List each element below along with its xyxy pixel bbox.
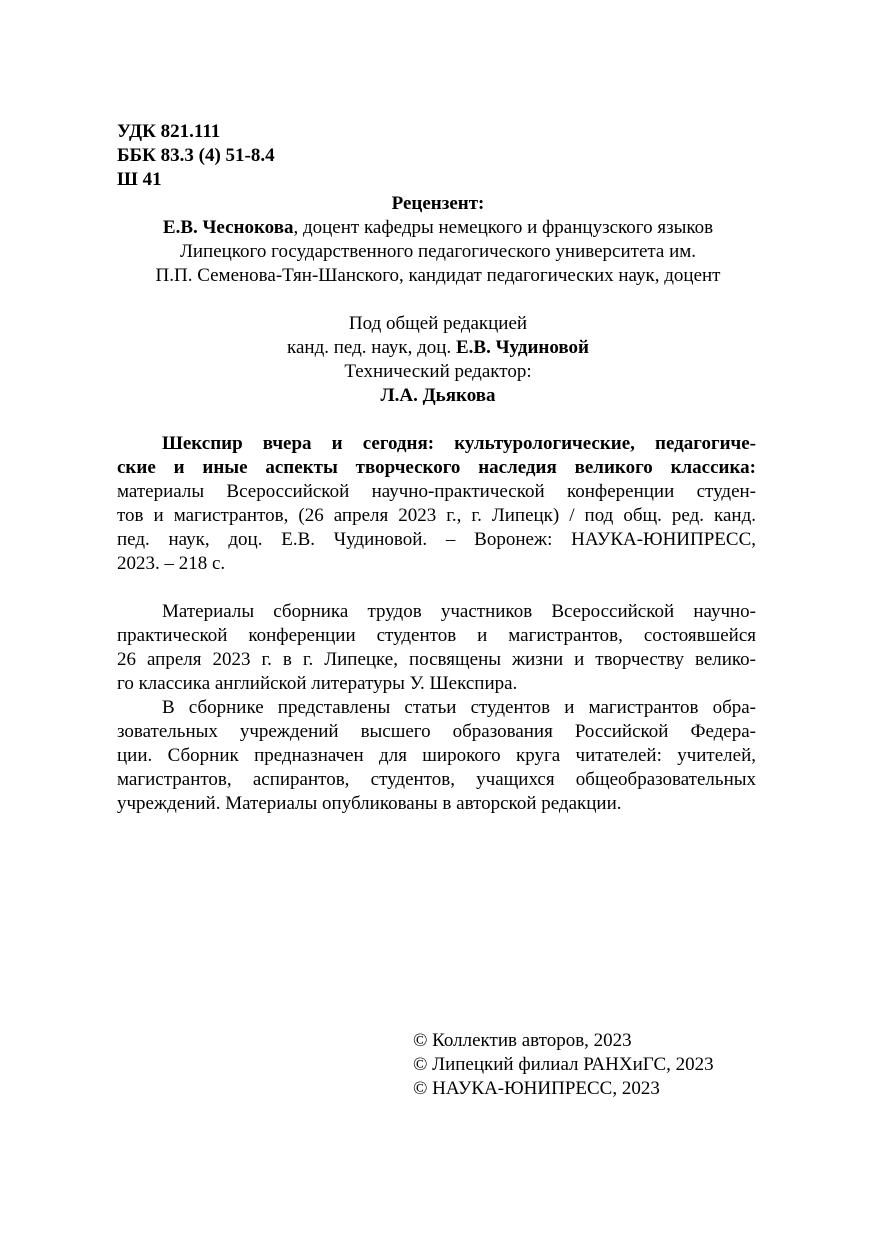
- reviewer-heading: Рецензент:: [391, 193, 485, 214]
- bibliography-line-3: материалы Всероссийской научно-практической конференции студен-: [117, 481, 756, 502]
- abstract-p2-line-1: В сборнике представлены статьи студентов и магистрантов обра-: [162, 697, 756, 718]
- bbk-code: ББК 83.3 (4) 51-8.4: [117, 145, 275, 166]
- copyright-branch: © Липецкий филиал РАНХиГС, 2023: [413, 1054, 714, 1075]
- general-editor-name: Е.В. Чудиновой: [455, 337, 589, 358]
- copyright-authors: © Коллектив авторов, 2023: [413, 1030, 632, 1051]
- copyright-publisher: © НАУКА-ЮНИПРЕСС, 2023: [413, 1078, 660, 1099]
- abstract-p2-line-5: учреждений. Материалы опубликованы в авторской редакции.: [117, 793, 622, 814]
- abstract-p1-line-2: практической конференции студентов и магистрантов, состоявшейся: [117, 625, 756, 646]
- general-editor-degree: канд. пед. наук, доц.: [287, 337, 456, 358]
- reviewer-line-1: [0, 216, 876, 240]
- general-editor-line: [0, 336, 876, 360]
- general-editor-label: Под общей редакцией: [348, 313, 528, 334]
- abstract-p2-line-3: ции. Сборник предназначен для широкого круга читателей: учителей,: [117, 745, 756, 766]
- abstract-p1-line-1: Материалы сборника трудов участников Всероссийской научно-: [162, 601, 756, 622]
- tech-editor-label: Технический редактор:: [344, 361, 532, 382]
- reviewer-position: , доцент кафедры немецкого и французского языков: [293, 217, 714, 238]
- reviewer-line-3: П.П. Семенова-Тян-Шанского, кандидат педагогических наук, доцент: [155, 265, 721, 286]
- author-mark: Ш 41: [117, 169, 162, 190]
- bibliography-line-5: пед. наук, доц. Е.В. Чудиновой. – Воронеж: НАУКА-ЮНИПРЕСС,: [117, 529, 756, 550]
- bibliography-line-4: тов и магистрантов, (26 апреля 2023 г., г. Липецк) / под общ. ред. канд.: [117, 505, 756, 526]
- reviewer-line-2: Липецкого государственного педагогического университета им.: [179, 241, 697, 262]
- abstract-p1-line-4: го классика английской литературы У. Шекспира.: [117, 673, 518, 694]
- bibliography-title-line-1: Шекспир вчера и сегодня: культурологические, педагогиче-: [162, 433, 756, 454]
- bibliography-line-6: 2023. – 218 с.: [117, 553, 226, 574]
- abstract-p1-line-3: 26 апреля 2023 г. в г. Липецке, посвящены жизни и творчеству велико-: [117, 649, 756, 670]
- udk-code: УДК 821.111: [117, 121, 221, 142]
- abstract-p2-line-4: магистрантов, аспирантов, студентов, учащихся общеобразовательных: [117, 769, 756, 790]
- bibliography-title-line-2: ские и иные аспекты творческого наследия великого классика:: [117, 457, 756, 478]
- tech-editor-name: Л.А. Дьякова: [380, 385, 496, 406]
- abstract-p2-line-2: зовательных учреждений высшего образования Российской Федера-: [117, 721, 756, 742]
- reviewer-name: Е.В. Чеснокова: [162, 217, 294, 238]
